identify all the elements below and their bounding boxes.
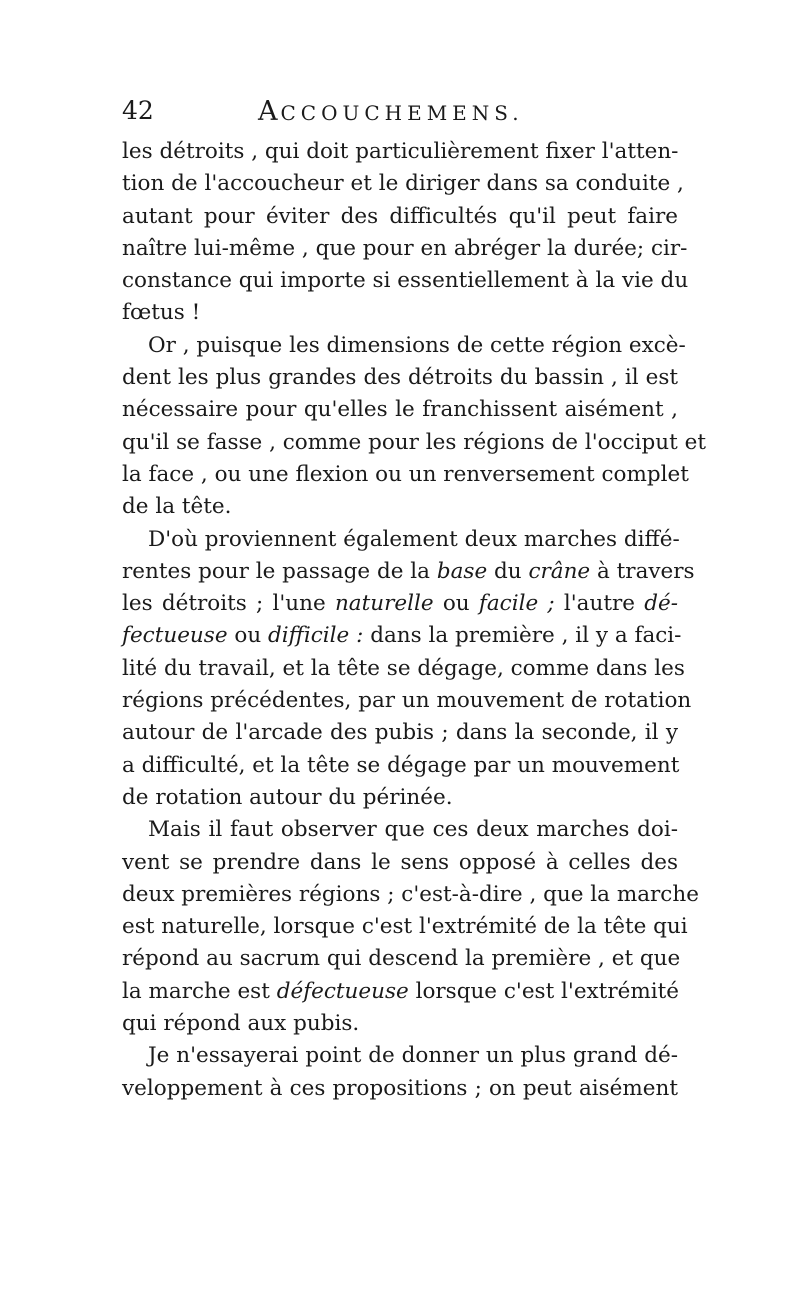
italic-term: dé- (644, 591, 678, 617)
text-run: dans la première , il y a faci- (363, 623, 682, 649)
italic-term: fectueuse (122, 623, 228, 649)
text-run: la marche est (122, 978, 277, 1004)
page-number: 42 (122, 96, 154, 125)
text-line: régions précédentes, par un mouvement de rotation (122, 688, 692, 714)
text-line: la face , ou une flexion ou un renversement complet (122, 461, 689, 487)
text-line: dent les plus grandes des détroits du bassin , il est (122, 365, 678, 391)
text-line: Je n'essayerai point de donner un plus grand dé- (148, 1043, 678, 1069)
text-line: a difficulté, et la tête se dégage par un mouvement (122, 752, 680, 778)
text-line: tion de l'accoucheur et le diriger dans sa conduite , (122, 171, 684, 197)
italic-term: naturelle (334, 591, 434, 617)
text-line: deux premières régions ; c'est-à-dire , que la marche (122, 881, 699, 907)
text-line: constance qui importe si essentiellement à la vie du (122, 268, 689, 294)
text-line (122, 556, 695, 588)
text-run: rentes pour le passage de la (122, 558, 437, 584)
text-line: est naturelle, lorsque c'est l'extrémité de la tête qui (122, 914, 688, 940)
paragraph-2 (122, 330, 706, 524)
text-line: nécessaire pour qu'elles le franchissent aisément , (122, 397, 678, 423)
text-run: du (487, 558, 529, 584)
running-head-rest: CCOUCHEMENS. (280, 101, 524, 125)
text-line: Or , puisque les dimensions de cette région excè- (148, 332, 686, 358)
text-line: veloppement à ces propositions ; on peut aisément (122, 1075, 678, 1101)
text-line: de la tête. (122, 494, 232, 520)
paragraph-5 (122, 1040, 678, 1105)
paragraph-3 (122, 524, 695, 815)
page-header (122, 96, 682, 136)
paragraph-4 (122, 814, 699, 1040)
text-run: lorsque c'est l'extrémité (408, 978, 679, 1004)
text-run: l'autre (554, 591, 645, 617)
text-run: ou (227, 623, 269, 649)
text-line: naître lui-même , que pour en abréger la durée; cir- (122, 235, 688, 261)
paragraph-1 (122, 136, 689, 330)
text-run: les détroits ; l'une (122, 591, 335, 617)
text-line: qu'il se fasse , comme pour les régions de l'occiput et (122, 429, 706, 455)
running-head (258, 96, 524, 127)
text-line: autour de l'arcade des pubis ; dans la seconde, il y (122, 720, 678, 746)
text-line: autant pour éviter des difficultés qu'il peut faire (122, 203, 678, 229)
text-line (122, 976, 678, 1008)
text-line: les détroits , qui doit particulièrement fixer l'atten- (122, 139, 679, 164)
text-line (122, 620, 682, 652)
text-line (122, 588, 678, 620)
text-line: fœtus ! (122, 300, 201, 326)
text-line: D'où proviennent également deux marches diffé- (148, 526, 680, 552)
italic-term: défectueuse (276, 978, 409, 1004)
text-line: de rotation autour du périnée. (122, 784, 453, 810)
italic-term: facile ; (478, 591, 555, 617)
body-text (122, 136, 706, 1105)
italic-term: difficile : (268, 623, 364, 649)
italic-term: crâne (528, 558, 591, 584)
text-run: ou (433, 591, 479, 617)
text-line: vent se prendre dans le sens opposé à celles des (122, 849, 678, 875)
text-run: à travers (590, 558, 695, 584)
text-line: lité du travail, et la tête se dégage, comme dans les (122, 655, 685, 681)
text-line: répond au sacrum qui descend la première , et que (122, 946, 681, 972)
running-head-initial: A (258, 96, 281, 127)
italic-term: base (436, 558, 488, 584)
text-line: qui répond aux pubis. (122, 1011, 360, 1037)
text-line: Mais il faut observer que ces deux marches doi- (148, 817, 678, 843)
